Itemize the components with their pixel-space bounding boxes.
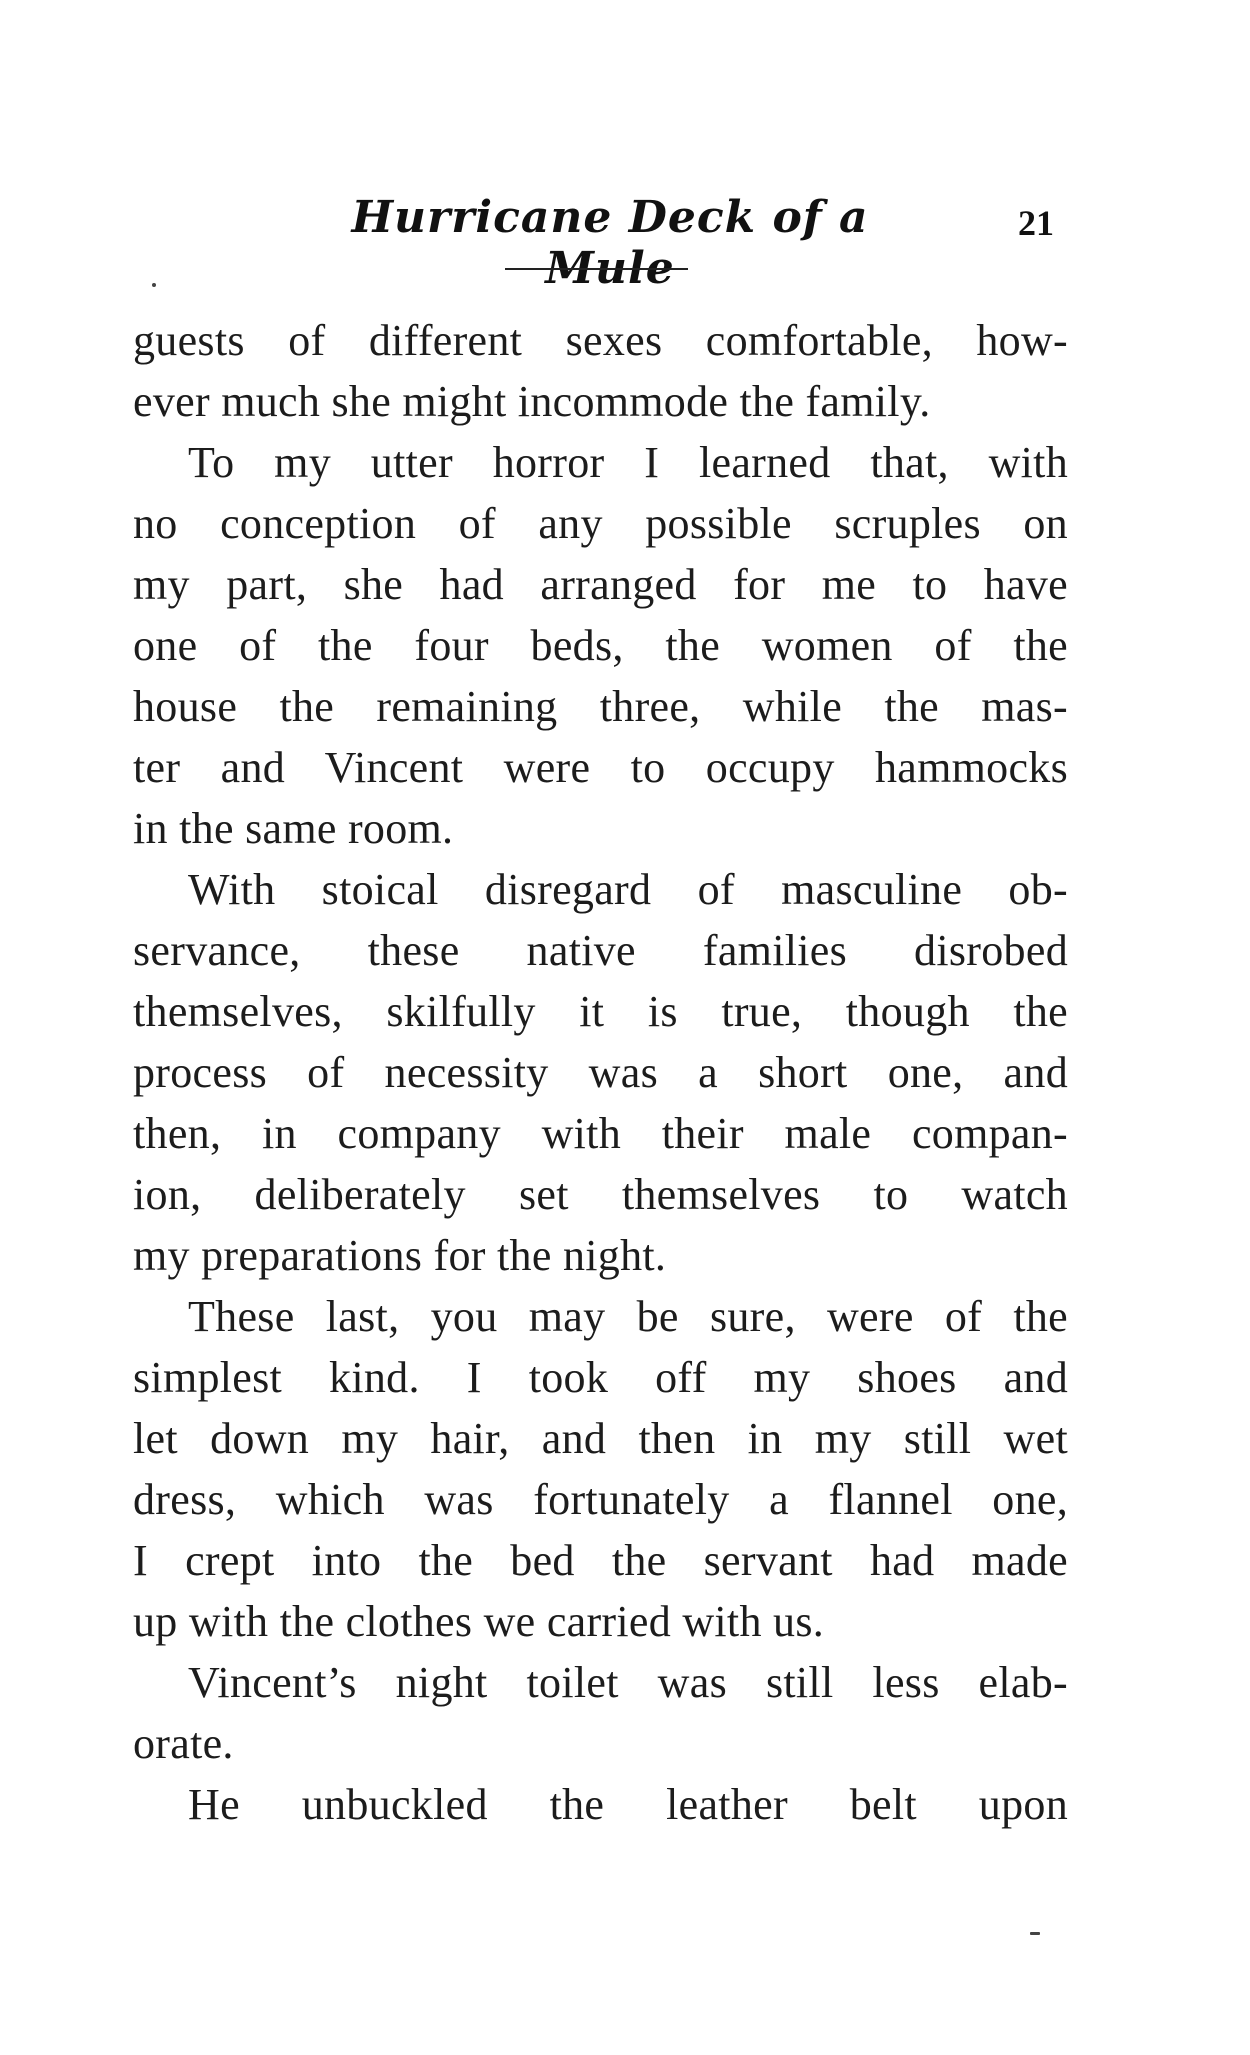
text-line: process of necessity was a short one, and	[133, 1048, 1068, 1097]
text-line: ter and Vincent were to occupy hammocks	[133, 743, 1068, 792]
text-line: Vincent’s night toilet was still less elab-	[188, 1658, 1068, 1707]
text-line: no conception of any possible scruples on	[133, 499, 1068, 548]
text-line: simplest kind. I took off my shoes and	[133, 1353, 1068, 1402]
page-number: 21	[1018, 203, 1054, 243]
text-line: themselves, skilfully it is true, though the	[133, 987, 1068, 1036]
text-line: ion, deliberately set themselves to watch	[133, 1170, 1068, 1219]
text-line: dress, which was fortunately a flannel one,	[133, 1475, 1068, 1524]
text-line: These last, you may be sure, were of the	[188, 1292, 1068, 1341]
text-line: up with the clothes we carried with us.	[133, 1597, 825, 1646]
text-line: let down my hair, and then in my still wet	[133, 1414, 1068, 1463]
text-line: ever much she might incommode the family.	[133, 377, 931, 426]
text-line: With stoical disregard of masculine ob-	[188, 865, 1068, 914]
text-line: in the same room.	[133, 804, 454, 853]
print-speck	[152, 283, 156, 287]
print-speck	[1030, 1932, 1040, 1935]
text-line: servance, these native families disrobed	[133, 926, 1068, 975]
text-line: guests of different sexes comfortable, how-	[133, 316, 1068, 365]
text-line: then, in company with their male compan-	[133, 1109, 1068, 1158]
running-title: Hurricane Deck of a Mule	[351, 192, 869, 294]
body-text	[133, 310, 1068, 1835]
text-line: house the remaining three, while the mas-	[133, 682, 1068, 731]
header-rule	[505, 268, 688, 270]
text-line: He unbuckled the leather belt upon	[188, 1780, 1068, 1829]
text-line: my part, she had arranged for me to have	[133, 560, 1068, 609]
text-line: I crept into the bed the servant had made	[133, 1536, 1068, 1585]
text-line: one of the four beds, the women of the	[133, 621, 1068, 670]
text-line: To my utter horror I learned that, with	[188, 438, 1068, 487]
text-line: my preparations for the night.	[133, 1231, 667, 1280]
text-line: orate.	[133, 1719, 234, 1768]
